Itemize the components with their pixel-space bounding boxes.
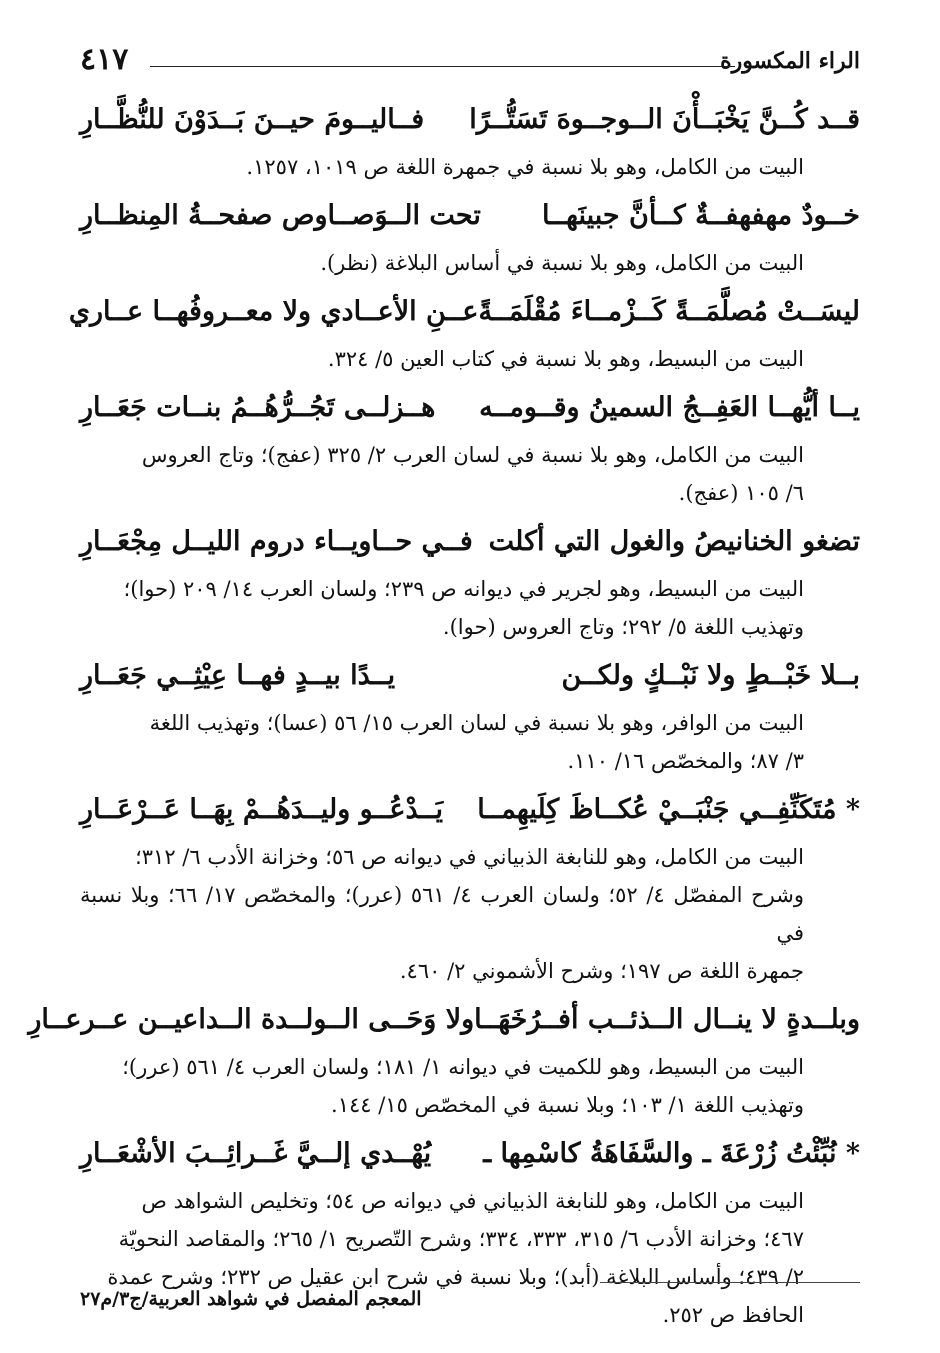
verse-note <box>80 704 860 780</box>
verse-line <box>80 782 860 838</box>
verse-line <box>80 380 860 436</box>
footer-signature: المعجم المفصل في شواهد العربية/ج٣/م٢٧ <box>80 1288 422 1310</box>
note-line: ٢/ ٤٣٩؛ وأساس البلاغة (أبد)؛ وبلا نسبة في شرح ابن عقيل ص ٢٣٢؛ وشرح عمدة <box>107 1265 804 1289</box>
verse-entry <box>28 992 860 1124</box>
note-line: وتهذيب اللغة ٥/ ٢٩٢؛ وتاج العروس (حوا). <box>442 615 804 639</box>
note-line: البيت من الكامل، وهو بلا نسبة في لسان العرب ٢/ ٣٢٥ (عفج)؛ وتاج العروس <box>141 443 804 467</box>
header-rule <box>150 66 735 67</box>
note-line: البيت من البسيط، وهو بلا نسبة في كتاب العين ٥/ ٣٢٤. <box>327 347 804 371</box>
page-number: ٤١٧ <box>80 42 129 77</box>
verse-note <box>80 838 860 990</box>
note-line: وشرح المفصّل ٤/ ٥٢؛ ولسان العرب ٤/ ٥٦١ (عرر)؛ والمخصّص ١٧/ ٦٦؛ وبلا نسبة في <box>80 883 804 945</box>
first-hemistich: قــد كُــنَّ يَخْبَــأْنَ الــوجــوهَ تَسَتُّــرًا <box>469 104 860 135</box>
note-line: البيت من الكامل، وهو للنابغة الذبياني في ديوانه ص ٥٤؛ وتخليص الشواهد ص <box>141 1189 804 1213</box>
second-hemistich: هــزلــى تَجُــرُّهُــمُ بنــات جَعَــارِ <box>80 392 436 423</box>
second-hemistich: فــاليــومَ حيــنَ بَــدَوْنَ للنُّظَّــارِ <box>80 104 425 135</box>
second-hemistich: يــدًا بيــدٍ فهــا عِيْثِــي جَعَــارِ <box>80 660 396 691</box>
verse-line <box>80 92 860 148</box>
note-line: البيت من البسيط، وهو للكميت في ديوانه ١/ ١٨١؛ ولسان العرب ٤/ ٥٦١ (عرر)؛ <box>122 1055 804 1079</box>
note-line: البيت من الوافر، وهو بلا نسبة في لسان العرب ١٥/ ٥٦ (عسا)؛ وتهذيب اللغة <box>149 711 804 735</box>
second-hemistich: فــي حــاويــاء دروم الليــل مِجْعَــارِ <box>80 526 473 557</box>
first-hemistich: بــلا خَبْــطٍ ولا نَبْــكٍ ولكــن <box>561 660 860 691</box>
second-hemistich: ولا وَحَــى الــولــدة الــداعيــن عــرعــارِ <box>28 1004 475 1035</box>
verse-note <box>80 436 860 512</box>
first-hemistich: * نُبِّئْتُ زُرْعَةَ ـ والسَّفَاهَةُ كاسْمِها ـ <box>483 1138 860 1169</box>
verse-line <box>80 648 860 704</box>
verse-line <box>80 514 860 570</box>
first-hemistich: يــا أيُّهــا العَفِــجُ السمينُ وقــومــه <box>479 392 860 423</box>
verse-line <box>28 992 860 1048</box>
verse-entry <box>80 188 860 282</box>
verse-note <box>80 340 860 378</box>
verse-note <box>80 1048 860 1124</box>
verse-entry <box>80 514 860 646</box>
note-line: البيت من الكامل، وهو بلا نسبة في أساس البلاغة (نظر). <box>320 251 804 275</box>
second-hemistich: تحت الــوَصــاوص صفحــةُ المِنظــارِ <box>80 200 481 231</box>
first-hemistich: * مُتَكَنِّفِــي جَنْبَــيْ عُكــاظَ كِلَيهِمــا <box>477 794 860 825</box>
page-content <box>28 92 860 1336</box>
verse-entry <box>80 92 860 186</box>
second-hemistich: عــنِ الأعــادي ولا معــروفُهــا عــاري <box>68 296 479 327</box>
note-line: ٤٦٧؛ وخزانة الأدب ٦/ ٣١٥، ٣٣٣، ٣٣٤؛ وشرح التّصريح ١/ ٢٦٥؛ والمقاصد النحويّة <box>118 1227 804 1251</box>
second-hemistich: يُهْــدي إلــيَّ غَــرائِــبَ الأشْعَــارِ <box>80 1138 432 1169</box>
footer-rule <box>600 1282 860 1283</box>
verse-note <box>80 1182 860 1334</box>
note-line: ٦/ ١٠٥ (عفج). <box>678 481 804 505</box>
running-title: الراء المكسورة <box>720 48 860 74</box>
first-hemistich: خــودٌ مهفهفــةٌ كــأنَّ جبينَهــا <box>541 200 860 231</box>
note-line: البيت من البسيط، وهو لجرير في ديوانه ص ٢٣٩؛ ولسان العرب ١٤/ ٢٠٩ (حوا)؛ <box>123 577 804 601</box>
verse-entry <box>80 782 860 990</box>
second-hemistich: يَــدْعُــو وليــدَهُــمْ بِهَــا عَــرْعَــارِ <box>80 794 444 825</box>
verse-entry <box>80 648 860 780</box>
first-hemistich: ليسَــتْ مُصلَّمَــةً كَــزْمــاءَ مُقْلَمَــةً <box>478 296 860 327</box>
note-line: البيت من الكامل، وهو للنابغة الذبياني في ديوانه ص ٥٦؛ وخزانة الأدب ٦/ ٣١٢؛ <box>135 845 804 869</box>
note-line: جمهرة اللغة ص ١٩٧؛ وشرح الأشموني ٢/ ٤٦٠. <box>399 959 804 983</box>
verse-line <box>68 284 860 340</box>
verse-line <box>80 1126 860 1182</box>
first-hemistich: تضغو الخنانيصُ والغول التي أكلت <box>488 526 860 557</box>
verse-entry <box>68 284 860 378</box>
verse-entry <box>80 380 860 512</box>
note-line: وتهذيب اللغة ١/ ١٠٣؛ وبلا نسبة في المخصّص ١٥/ ١٤٤. <box>331 1093 804 1117</box>
note-line: البيت من الكامل، وهو بلا نسبة في جمهرة اللغة ص ١٠١٩، ١٢٥٧. <box>246 155 804 179</box>
page-header <box>80 42 860 78</box>
verse-note <box>80 148 860 186</box>
verse-note <box>80 570 860 646</box>
note-line: ٣/ ٨٧؛ والمخصّص ١٦/ ١١٠. <box>567 749 804 773</box>
verse-line <box>80 188 860 244</box>
verse-note <box>80 244 860 282</box>
first-hemistich: وبلــدةٍ لا ينــال الــذئــب أفــرُخَهَــا <box>474 1004 860 1035</box>
note-line: الحافظ ص ٢٥٢. <box>662 1303 804 1327</box>
